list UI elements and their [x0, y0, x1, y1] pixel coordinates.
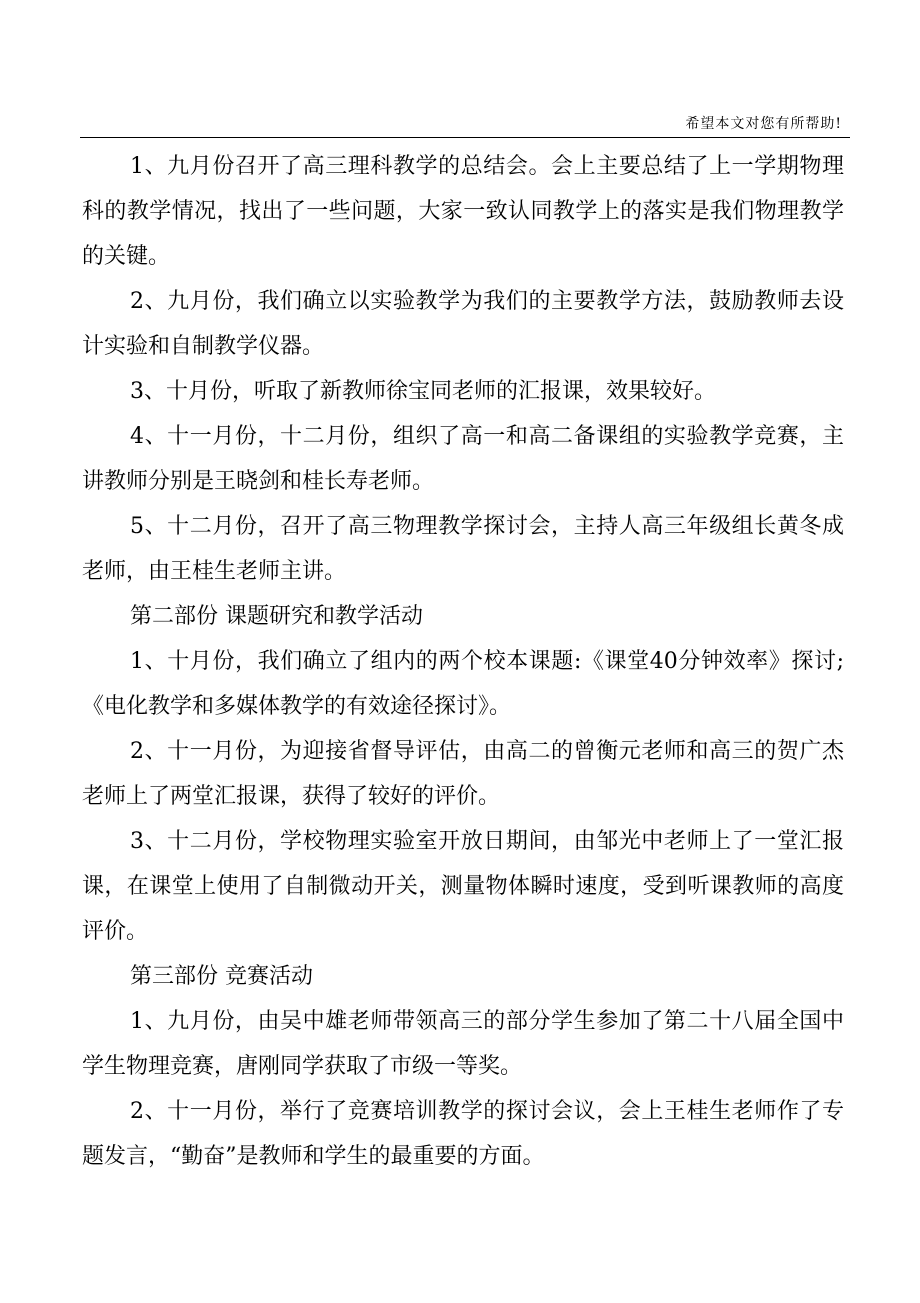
section-heading: 第二部份 课题研究和教学活动 [130, 604, 423, 629]
page-header [80, 110, 850, 138]
document-body [82, 144, 844, 1179]
paragraph: 4、十一月份，十二月份，组织了高一和高二备课组的实验教学竞赛，主讲教师分别是王晓剑和桂长寿老师。 [82, 424, 844, 494]
paragraph: 3、十二月份，学校物理实验室开放日期间，由邹光中老师上了一堂汇报课，在课堂上使用了自制微动开关，测量物体瞬时速度，受到听课教师的高度评价。 [82, 829, 844, 944]
paragraph: 1、九月份，由吴中雄老师带领高三的部分学生参加了第二十八届全国中学生物理竞赛，唐刚同学获取了市级一等奖。 [82, 1009, 844, 1079]
header-text: 希望本文对您有所帮助! [685, 116, 842, 132]
paragraph: 3、十月份，听取了新教师徐宝同老师的汇报课，效果较好。 [130, 379, 716, 404]
paragraph: 2、十一月份，为迎接省督导评估，由高二的曾衡元老师和高三的贺广杰老师上了两堂汇报课，获得了较好的评价。 [82, 739, 844, 809]
paragraph: 5、十二月份，召开了高三物理教学探讨会，主持人高三年级组长黄冬成老师，由王桂生老师主讲。 [82, 514, 844, 584]
section-heading: 第三部份 竞赛活动 [130, 964, 313, 989]
paragraph: 2、九月份，我们确立以实验教学为我们的主要教学方法，鼓励教师去设计实验和自制教学仪器。 [82, 289, 844, 359]
paragraph: 1、九月份召开了高三理科教学的总结会。会上主要总结了上一学期物理科的教学情况，找出了一些问题，大家一致认同教学上的落实是我们物理教学的关键。 [82, 154, 844, 269]
paragraph: 2、十一月份，举行了竞赛培训教学的探讨会议，会上王桂生老师作了专题发言，“勤奋”是教师和学生的最重要的方面。 [82, 1099, 844, 1169]
paragraph: 1、十月份，我们确立了组内的两个校本课题:《课堂40分钟效率》探讨;《电化教学和多媒体教学的有效途径探讨》。 [82, 649, 844, 719]
